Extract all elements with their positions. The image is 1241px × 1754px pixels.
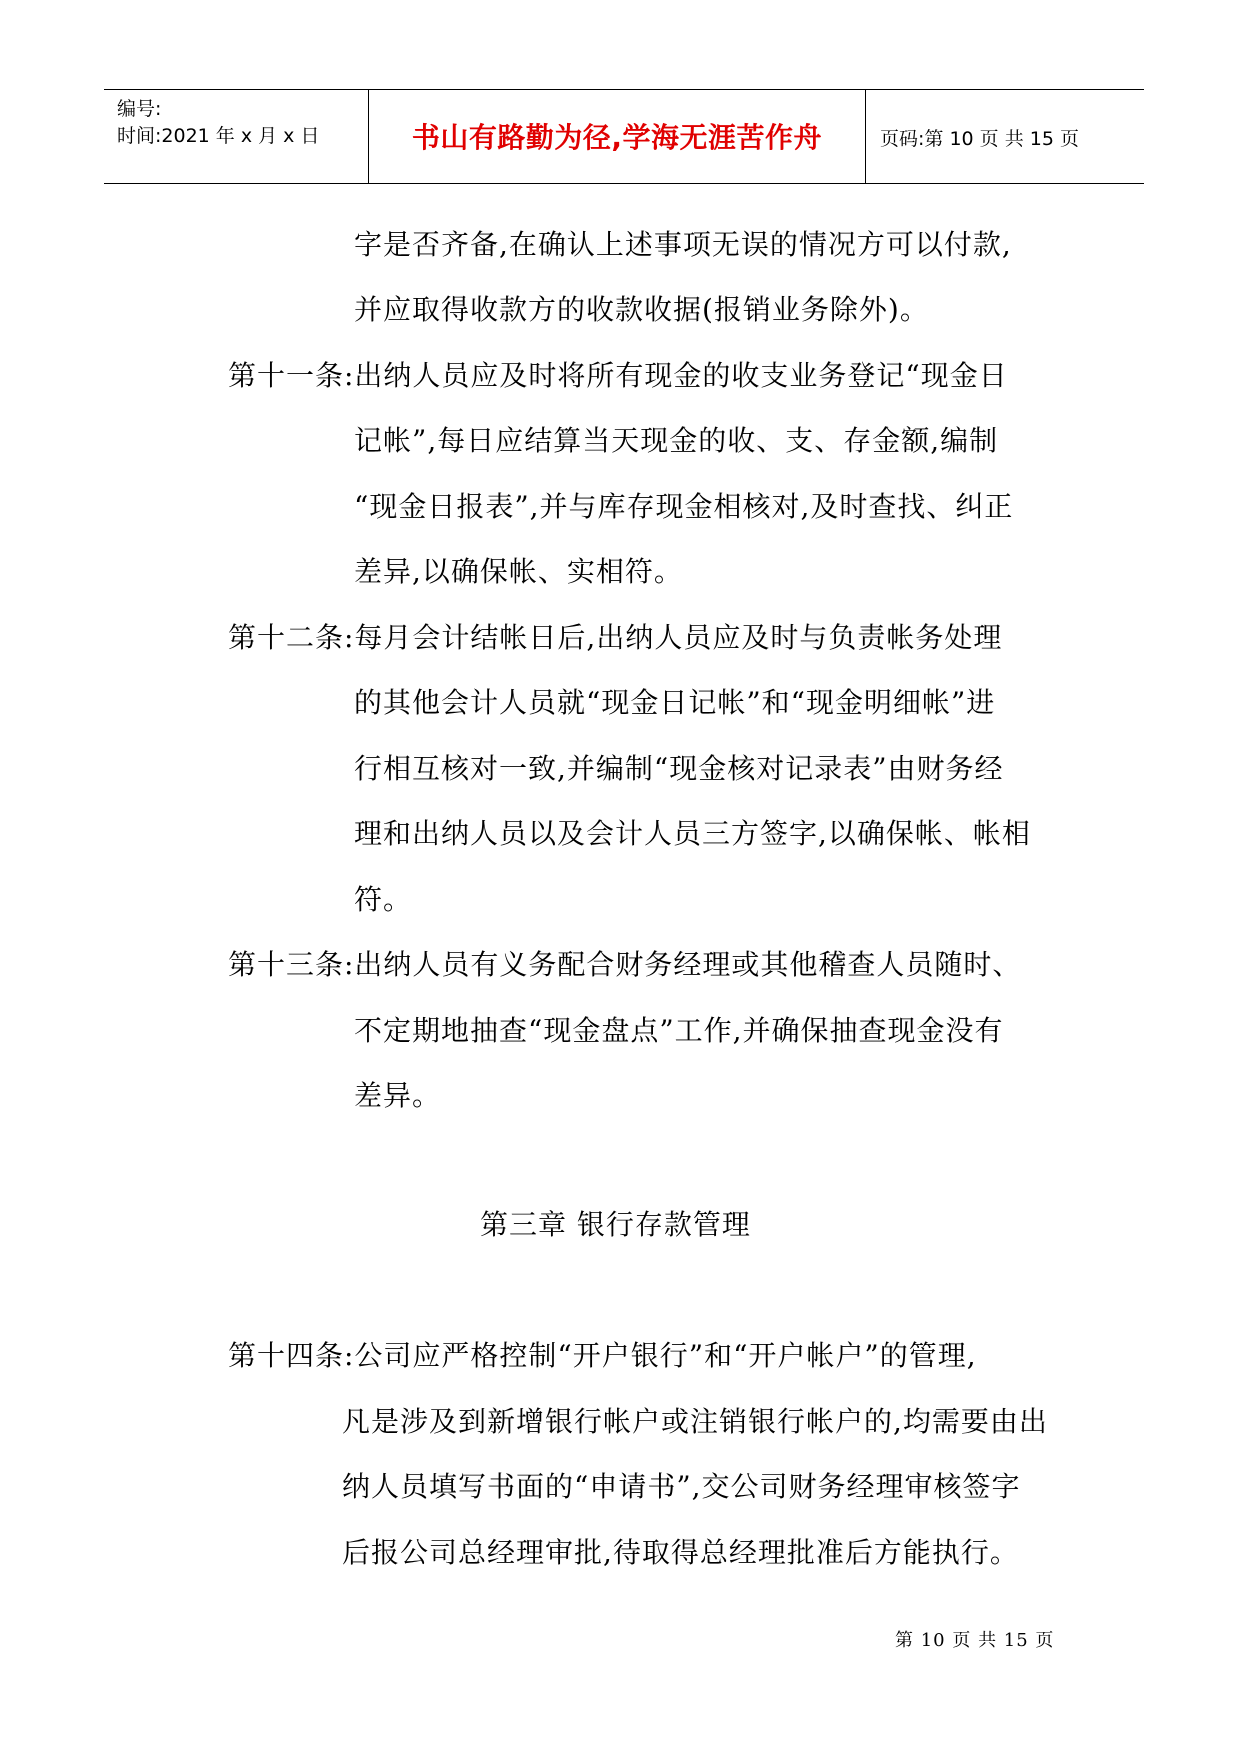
document-number-label: 编号:	[117, 98, 162, 120]
paragraph-line: 理和出纳人员以及会计人员三方签字,以确保帐、帐相	[354, 817, 1031, 850]
paragraph-line: 记帐”,每日应结算当天现金的收、支、存金额,编制	[354, 424, 999, 457]
paragraph-line: 后报公司总经理审批,待取得总经理批准后方能执行。	[342, 1536, 1019, 1569]
paragraph-line: 并应取得收款方的收款收据(报销业务除外)。	[354, 293, 929, 326]
paragraph-line: 不定期地抽查“现金盘点”工作,并确保抽查现金没有	[354, 1014, 1004, 1047]
header-right-cell	[866, 90, 1144, 183]
paragraph-line: 行相互核对一致,并编制“现金核对记录表”由财务经	[354, 752, 1004, 785]
header-middle-cell	[369, 90, 866, 183]
paragraph-line: 符。	[354, 883, 413, 916]
document-date-label: 时间:2021 年 x 月 x 日	[117, 125, 320, 147]
paragraph-line: 凡是涉及到新增银行帐户或注销银行帐户的,均需要由出	[342, 1405, 1048, 1438]
header-left-cell	[104, 90, 369, 183]
article-12-line: 第十二条:每月会计结帐日后,出纳人员应及时与负责帐务处理	[228, 621, 1003, 654]
paragraph-line: 的其他会计人员就“现金日记帐”和“现金明细帐”进	[354, 686, 996, 719]
paragraph-line: 差异,以确保帐、实相符。	[354, 555, 683, 588]
article-11-line: 第十一条:出纳人员应及时将所有现金的收支业务登记“现金日	[228, 359, 1008, 392]
footer-page-number: 第 10 页 共 15 页	[895, 1630, 1055, 1651]
header-motto: 书山有路勤为径,学海无涯苦作舟	[411, 121, 823, 154]
paragraph-line: 差异。	[354, 1079, 442, 1112]
chapter-title: 第三章 银行存款管理	[480, 1208, 751, 1241]
paragraph-line: 字是否齐备,在确认上述事项无误的情况方可以付款,	[354, 228, 1012, 261]
header-page-info: 页码:第 10 页 共 15 页	[880, 128, 1079, 150]
article-13-line: 第十三条:出纳人员有义务配合财务经理或其他稽查人员随时、	[228, 948, 1022, 981]
paragraph-line: 纳人员填写书面的“申请书”,交公司财务经理审核签字	[342, 1470, 1021, 1503]
paragraph-line: “现金日报表”,并与库存现金相核对,及时查找、纠正	[354, 490, 1014, 523]
page-header	[104, 89, 1144, 184]
article-14-line: 第十四条:公司应严格控制“开户银行”和“开户帐户”的管理,	[228, 1339, 977, 1372]
